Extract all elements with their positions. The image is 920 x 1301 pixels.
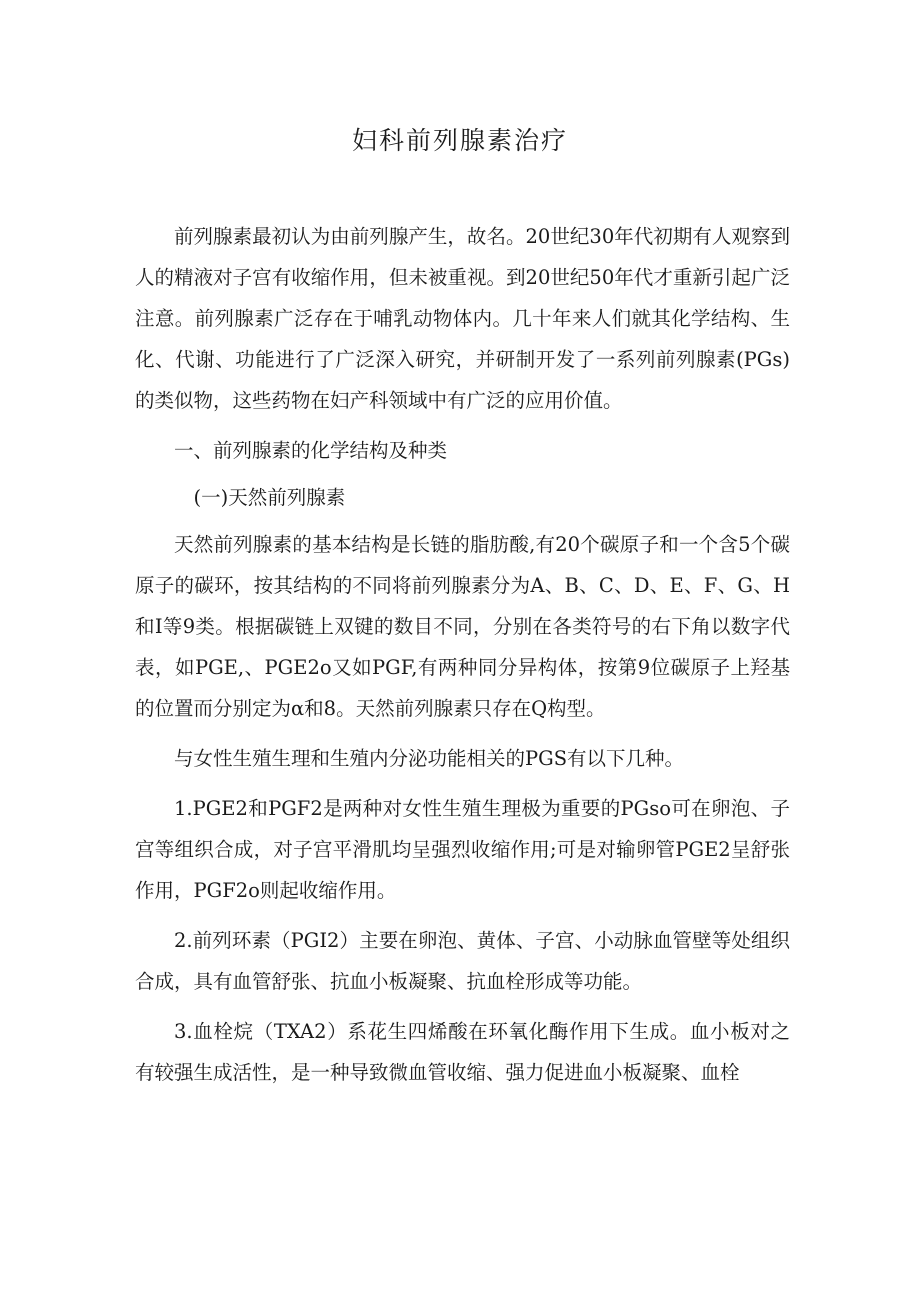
document-body [135,216,790,1093]
subsection-heading: (一)天然前列腺素 [193,486,346,509]
list-item-paragraph: 1.PGE2和PGF2是两种对女性生殖生理极为重要的PGso可在卵泡、子宫等组织合成，对子宫平滑肌均呈强烈收缩作用;可是对输卵管PGE2呈舒张作用，PGF2o则起收缩作用。 [135,797,790,902]
body-paragraph: 与女性生殖生理和生殖内分泌功能相关的PGS有以下几种。 [174,747,685,770]
list-item-paragraph: 2.前列环素（PGI2）主要在卵泡、黄体、子宫、小动脉血管壁等处组织合成，具有血管舒张、抗血小板凝聚、抗血栓形成等功能。 [135,929,790,993]
section-heading: 一、前列腺素的化学结构及种类 [174,439,448,462]
document-title: 妇科前列腺素治疗 [351,126,568,155]
body-paragraph: 天然前列腺素的基本结构是长链的脂肪酸,有20个碳原子和一个含5个碳原子的碳环，按其结构的不同将前列腺素分为A、B、C、D、E、F、G、H和I等9类。根据碳链上双键的数目不同，分别在各类符号的右下角以数字代表，如PGE,、PGE2o又如PGF,有两种同分异构体，按第9位碳原子上羟基的位置而分别定为α和8。天然前列腺素只存在Q构型。 [135,533,790,720]
list-item-paragraph: 3.血栓烷（TXA2）系花生四烯酸在环氧化酶作用下生成。血小板对之有较强生成活性，是一种导致微血管收缩、强力促进血小板凝聚、血栓 [135,1020,790,1084]
intro-paragraph: 前列腺素最初认为由前列腺产生，故名。20世纪30年代初期有人观察到人的精液对子宫有收缩作用，但未被重视。到20世纪50年代才重新引起广泛注意。前列腺素广泛存在于哺乳动物体内。几十年来人们就其化学结构、生化、代谢、功能进行了广泛深入研究，并研制开发了一系列前列腺素(PGs)的类似物，这些药物在妇产科领域中有广泛的应用价值。 [135,225,790,412]
